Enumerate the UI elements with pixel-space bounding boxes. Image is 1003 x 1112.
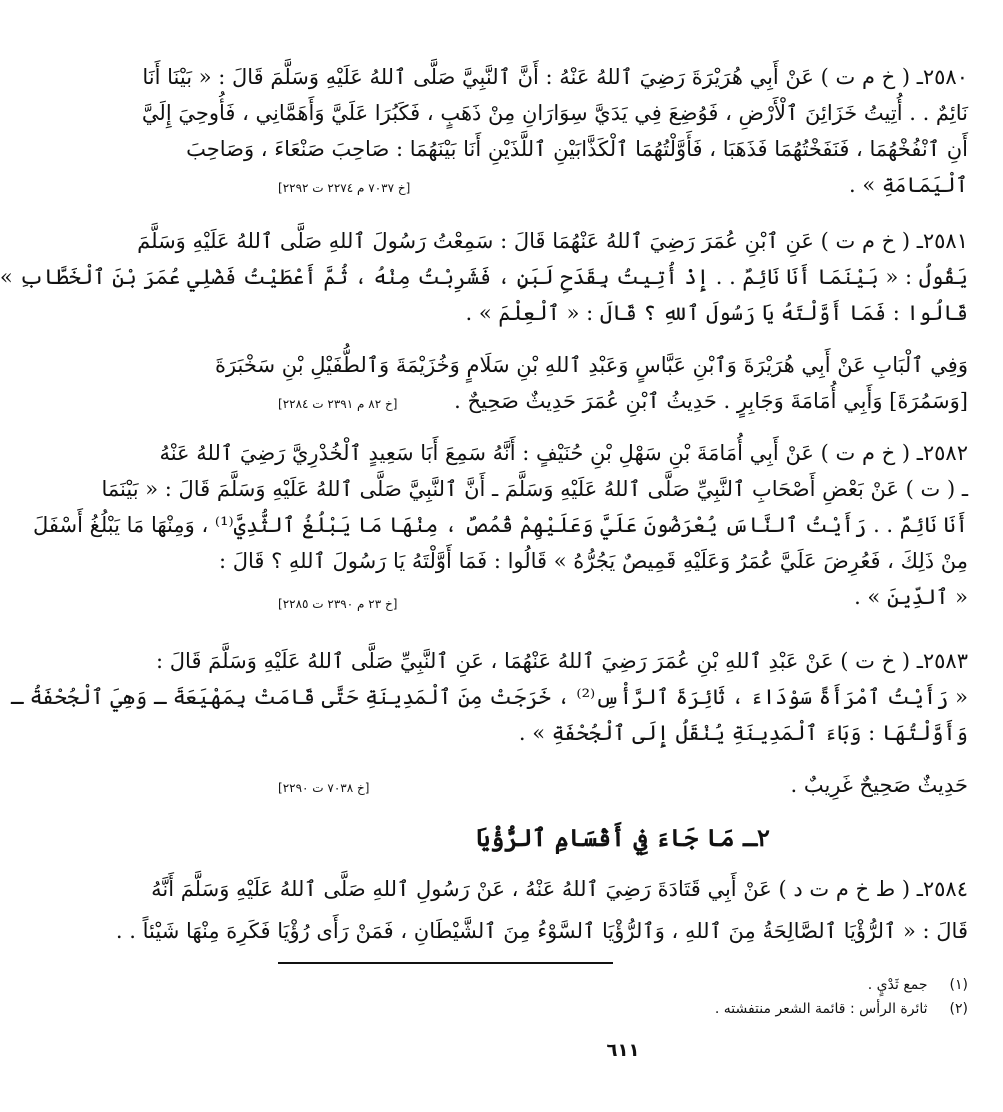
chapter-heading: ٢ـ مَا جَاءَ فِي أَقْسَامِ ٱلرُّؤْيَا [476, 823, 770, 852]
footnote-number: (١) [949, 977, 968, 993]
source-reference: [خ ٨٢ م ٢٣٩١ ت ٢٢٨٤] [278, 397, 398, 411]
footnote-number: (٢) [949, 1001, 968, 1017]
footnote-text: جمع ثَدْيٍ . [867, 977, 928, 993]
source-reference: [خ ٢٣ م ٢٣٩٠ ت ٢٢٨٥] [278, 597, 398, 611]
text-line: ٢٥٨٢ـ ( خ م ت ) عَنْ أَبِي أُمَامَةَ بْنِ سَهْلِ بْنِ حُنَيْفٍ : أَنَّهُ سَمِعَ أَبَا سَعِيدٍ ٱلْخُدْرِيَّ رَضِيَ ٱللهُ عَنْهُ [159, 441, 968, 465]
text-line: قَالَ : « ٱلرُّؤْيَا ٱلصَّالِحَةُ مِنَ ٱللهِ ، وَٱلرُّؤْيَا ٱلسَّوْءُ مِنَ ٱلشَّيْطَانِ ، فَمَنْ رَأَى رُؤْيَا فَكَرِهَ مِنْهَا شَيْئاً . . [115, 919, 968, 943]
text-line: وَأَوَّلْتُهَا : وَبَاءَ ٱلْمَدِينَةِ يُنْقَلُ إِلَى ٱلْجُحْفَةِ » . [518, 721, 968, 745]
source-reference: [خ ٧٠٣٨ ت ٢٢٩٠] [278, 781, 370, 795]
footnote [715, 998, 968, 1020]
text-line: حَدِيثٌ صَحِيحٌ غَرِيبٌ . [790, 773, 968, 797]
text-line: ٢٥٨٤ـ ( ط خ م ت د ) عَنْ أَبِي قَتَادَةَ رَضِيَ ٱللهُ عَنْهُ ، عَنْ رَسُولِ ٱللهِ صَلَّى ٱللهُ عَلَيْهِ وَسَلَّمَ أَنَّهُ [151, 877, 968, 901]
text-line: ـ ( ت ) عَنْ بَعْضِ أَصْحَابِ ٱلنَّبِيِّ صَلَّى ٱللهُ عَلَيْهِ وَسَلَّمَ ـ أَنَّ ٱلنَّبِيَّ صَلَّى ٱللهُ عَلَيْهِ وَسَلَّمَ قَالَ : « بَيْنَمَا [101, 477, 968, 501]
source-reference: [خ ٧٠٣٧ م ٢٢٧٤ ت ٢٢٩٢] [278, 181, 411, 195]
footnote-separator [278, 962, 613, 964]
text-line: ٢٥٨٠ـ ( خ م ت ) عَنْ أَبِي هُرَيْرَةَ رَضِيَ ٱللهُ عَنْهُ : أَنَّ ٱلنَّبِيَّ صَلَّى ٱللهُ عَلَيْهِ وَسَلَّمَ قَالَ : « بَيْنَا أَنَا [142, 65, 968, 89]
text-line: ٱلْيَمَامَةِ » . [848, 173, 968, 197]
page-number: ٦١١ [606, 1040, 640, 1061]
text-line: [وَسَمُرَةَ] وَأَبِي أُمَامَةَ وَجَابِرٍ . حَدِيثُ ٱبْنِ عُمَرَ حَدِيثٌ صَحِيحٌ . [454, 389, 968, 413]
text-line: وَفِي ٱلْبَابِ عَنْ أَبِي هُرَيْرَةَ وَٱبْنِ عَبَّاسٍ وَعَبْدِ ٱللهِ بْنِ سَلَامٍ وَخُزَيْمَةَ وَٱلطُّفَيْلِ بْنِ سَخْبَرَةَ [214, 353, 968, 377]
text-line: نَائِمٌ . . أُتِيتُ خَزَائِنَ ٱلْأَرْضِ ، فَوُضِعَ فِي يَدَيَّ سِوَارَانِ مِنْ ذَهَبٍ ، فَكَبُرَا عَلَيَّ وَأَهَمَّانِي ، فَأُوحِيَ إِلَيَّ [141, 101, 968, 125]
text-line: « ٱلدِّينَ » . [854, 585, 968, 609]
page [0, 50, 968, 1090]
text-line: « رَأَيْتُ ٱمْرَأَةً سَوْدَاءَ ، ثَائِرَةَ ٱلرَّأْسِ⁽²⁾ ، خَرَجَتْ مِنَ ٱلْمَدِينَةِ حَتَّى قَامَتْ بِمَهْيَعَةَ ـ وَهِيَ ٱلْجُحْفَةُ ـ [10, 685, 968, 709]
footnote [868, 974, 968, 996]
footnote-text: ثائرة الرأس : قائمة الشعر منتفشته . [714, 1001, 928, 1017]
text-line: قَالُوا : فَمَا أَوَّلْتَهُ يَا رَسُولَ ٱللهِ ؟ قَالَ : « ٱلْعِلْمَ » . [465, 301, 968, 325]
text-line: يَقُولُ : « بَيْنَمَا أَنَا نَائِمٌ . . إِذْ أُتِيتُ بِقَدَحِ لَبَنٍ ، فَشَرِبْتُ مِنْهُ ، ثُمَّ أَعْطَيْتُ فَضْلِي عُمَرَ بْنَ ٱلْخَطَّابِ » [0, 265, 968, 289]
text-line: أَنَا نَائِمٌ . . رَأَيْتُ ٱلنَّاسَ يُعْرَضُونَ عَلَيَّ وَعَلَيْهِمْ قُمُصٌ ، مِنْهَا مَا يَبْلُغُ ٱلثُّدِيَّ⁽¹⁾ ، وَمِنْهَا مَا يَبْلُغُ أَسْفَلَ [33, 513, 968, 537]
text-line: ٢٥٨٣ـ ( خ ت ) عَنْ عَبْدِ ٱللهِ بْنِ عُمَرَ رَضِيَ ٱللهُ عَنْهُمَا ، عَنِ ٱلنَّبِيِّ صَلَّى ٱللهُ عَلَيْهِ وَسَلَّمَ قَالَ : [156, 649, 968, 673]
text-line: أَنِ ٱنْفُخْهُمَا ، فَنَفَخْتُهُمَا فَذَهَبَا ، فَأَوَّلْتُهُمَا ٱلْكَذَّابَيْنِ ٱللَّذَيْنِ أَنَا بَيْنَهُمَا : صَاحِبَ صَنْعَاءَ ، وَصَاحِبَ [186, 137, 968, 161]
text-line: مِنْ ذَلِكَ ، فَعُرِضَ عَلَيَّ عُمَرُ وَعَلَيْهِ قَمِيصٌ يَجُرُّهُ » قَالُوا : فَمَا أَوَّلْتَهُ يَا رَسُولَ ٱللهِ ؟ قَالَ : [218, 549, 968, 573]
text-line: ٢٥٨١ـ ( خ م ت ) عَنِ ٱبْنِ عُمَرَ رَضِيَ ٱللهُ عَنْهُمَا قَالَ : سَمِعْتُ رَسُولَ ٱللهِ صَلَّى ٱللهُ عَلَيْهِ وَسَلَّمَ [137, 229, 968, 253]
